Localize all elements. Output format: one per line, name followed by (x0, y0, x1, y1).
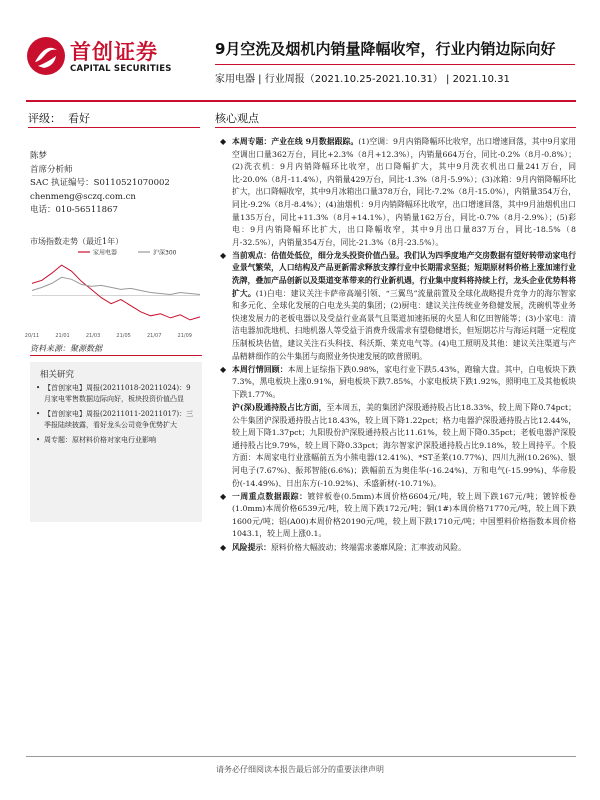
related-research (30, 362, 202, 522)
analyst-info (30, 150, 170, 218)
brand-logo (26, 36, 206, 76)
related-item[interactable]: • 【首创家电】周报(20211011-20211017)：三季报陆续披露，看好龙头公司竞争优势扩大 (36, 410, 194, 429)
analyst-phone: 电话：010-56511867 (30, 205, 118, 215)
report-title: 9月空洗及烟机内销量降幅收窄，行业内销边际向好 (215, 40, 556, 58)
source-divider (30, 355, 202, 356)
rating-value: 看好 (68, 112, 90, 125)
brand-name-en: CAPITAL SECURITIES (70, 64, 172, 74)
legend-label: 沪深300 (153, 249, 177, 257)
core-heading: 核心观点 (215, 112, 259, 125)
rating-label: 评级： (28, 112, 61, 125)
series-line (32, 265, 200, 320)
rating-divider (28, 127, 200, 128)
current-view: ◆ 当前观点：估值处低位，细分龙头投资价值凸显。我们认为四季度地产交房数据有望好转带动家电行业景气繁荣，人口结构及产品更新需求释放支撑行业中长期需求坚挺；短期原材料价格上涨加速行业洗牌，叠加产品创新以及渠道变革带来的行业新机遇，行业集中度料将持续上行，龙头企业优势料将扩大。(1)白电：建议关注卡萨帝高端引领、“三翼鸟”流量前置及全球化战略提升竞争力的海尔智家和多元化、全球化发展的白电龙头美的集团；(2)厨电：建议关注传统业务稳健发展，洗碗机等业务快速发展力的老板电器以及受益行业高景气且渠道加速拓展的火星人和亿田智能等；(3)小家电：清洁电器加洗地机、扫地机器人等受益于消费升级需求有望稳健增长，但短期芯片与海运问题一定程度压制板块估值，建议关注石头科技、科沃斯、莱克电气等。(4)电工照明及其他：建议关注渠道与产品精耕细作的公牛集团与商照业务快速发展的欧普照明。 (220, 250, 577, 361)
report-subtitle: 家用电器 | 行业周报（2021.10.25-2021.10.31） | 2021.10.31 (215, 74, 510, 85)
x-tick-label: 21/09 (177, 333, 192, 339)
header-divider (26, 100, 576, 102)
core-divider (215, 127, 576, 128)
related-item[interactable]: • 【首创家电】周报(20211018-20211024)：9月家电零售数据边际向好，板块投资价值凸显 (36, 384, 191, 403)
x-tick-label: 21/07 (146, 333, 162, 339)
related-heading: 相关研究 (40, 370, 75, 380)
market-index-chart (24, 246, 202, 340)
holdings-review: 沪(深)股通持股占比方面，至本周五，美的集团沪深股通持股占比18.33%，较上周下降0.74pct；公牛集团沪深股通持股占比18.43%，较上周下降1.22pct；格力电器沪深股通持股占比12.44%，较上周下降1.37pct；九阳股份沪深股通持股占比11.61%，较上周下降0.35pct；老板电器沪深股通持股占比9.79%，较上周下降0.33pct；海尔智家沪深股通持股占比9.18%，较上周持平。个股方面：本周家电行业涨幅前五为小熊电器(12.41%)、*ST圣莱(10.77%)、四川九洲(10.26%)、银河电子(7.67%)、振邦智能(6.6%)；跌幅前五为奥佳华(-16.24%)、万和电气(-15.99%)、华帝股份(-14.49%)、日出东方(-10.92%)、禾盛新材(-10.71%)。 (232, 402, 576, 488)
key-data: ◆ 一周重点数据跟踪：镀锌板卷(0.5mm)本周价格6604元/吨，较上周下跌167元/吨；镀锌板卷(1.0mm)本周价格6539元/吨，较上周下跌172元/吨；铜(1#)本周价格71770元/吨，较上周下跌1600元/吨；铝(A00)本周价格20190元/吨，较上周下跌1710元/吨；中国塑料价格指数本周价格1043.1，较上周上涨0.1。 (220, 491, 576, 539)
x-tick-label: 21/01 (55, 333, 70, 339)
analyst-name: 陈梦 (30, 151, 48, 161)
analyst-email[interactable]: chenmeng@sczq.com.cn (30, 191, 136, 202)
related-item[interactable]: • 周专题：原材料价格对家电行业影响 (36, 436, 156, 444)
x-tick-label: 20/11 (24, 333, 40, 339)
analyst-sac: SAC 执证编号：S0110521070002 (30, 178, 170, 188)
footer-disclaimer: 请务必仔细阅读本报告最后部分的重要法律声明 (216, 765, 384, 774)
legend-label: 家用电器 (93, 249, 118, 257)
chart-source: 资料来源：聚源数据 (30, 344, 102, 353)
market-review: ◆ 本周行情回顾：本周上证综指下跌0.98%，家电行业下跌5.43%，跑输大盘。其中，白电板块下跌7.3%，黑电板块上涨0.91%，厨电板块下跌7.85%，小家电板块下跌1.92%，照明电工及其他板块下跌1.77%。 (220, 364, 576, 399)
core-content (220, 136, 576, 555)
x-tick-label: 21/05 (116, 333, 131, 339)
title-divider (215, 64, 575, 65)
rating (28, 110, 90, 126)
weekly-topic: ◆ 本周专题：产业在线 9月数据跟踪。(1)空调：9月内销降幅环比收窄，出口增速回落，其中9月家用空调出口量362万台，同比+2.3%（8月+12.3%），内销量664万台，同比-0.2%（8月-0.8%）；(2)洗衣机：9月内销降幅环比收窄，出口降幅扩大，其中9月洗衣机出口量241万台，同比-20.0%（8月-11.4%），内销量429万台，同比-1.3%（8月-5.9%）；(3)冰箱：9月内销降幅环比扩大，出口降幅收窄，其中9月冰箱出口量378万台，同比-7.2%（8月-15.0%），内销量354万台，同比-9.2%（8月-8.4%）；(4)油烟机：9月内销降幅环比收窄，出口增速回落，其中9月油烟机出口量135万台，同比+11.3%（8月+14.1%），内销量162万台，同比-0.7%（8月-2.9%）；(5)彩电：9月内销降幅环比扩大，出口降幅收窄，其中9月出口量837万台，同比-18.5%（8月-32.5%），内销量354万台，同比-21.3%（8月-23.5%）。 (220, 137, 577, 247)
risk-warning: ◆ 风险提示：原料价格大幅波动；终端需求萎靡风险；汇率波动风险。 (220, 542, 466, 552)
analyst-title: 首席分析师 (30, 164, 73, 175)
chart-title: 市场指数走势（最近1年） (30, 237, 124, 246)
logo-mark-icon (26, 36, 66, 76)
brand-name-cn: 首创证券 (70, 40, 158, 64)
x-tick-label: 21/03 (85, 333, 101, 339)
footer-divider (26, 756, 576, 757)
series-line (32, 277, 200, 294)
